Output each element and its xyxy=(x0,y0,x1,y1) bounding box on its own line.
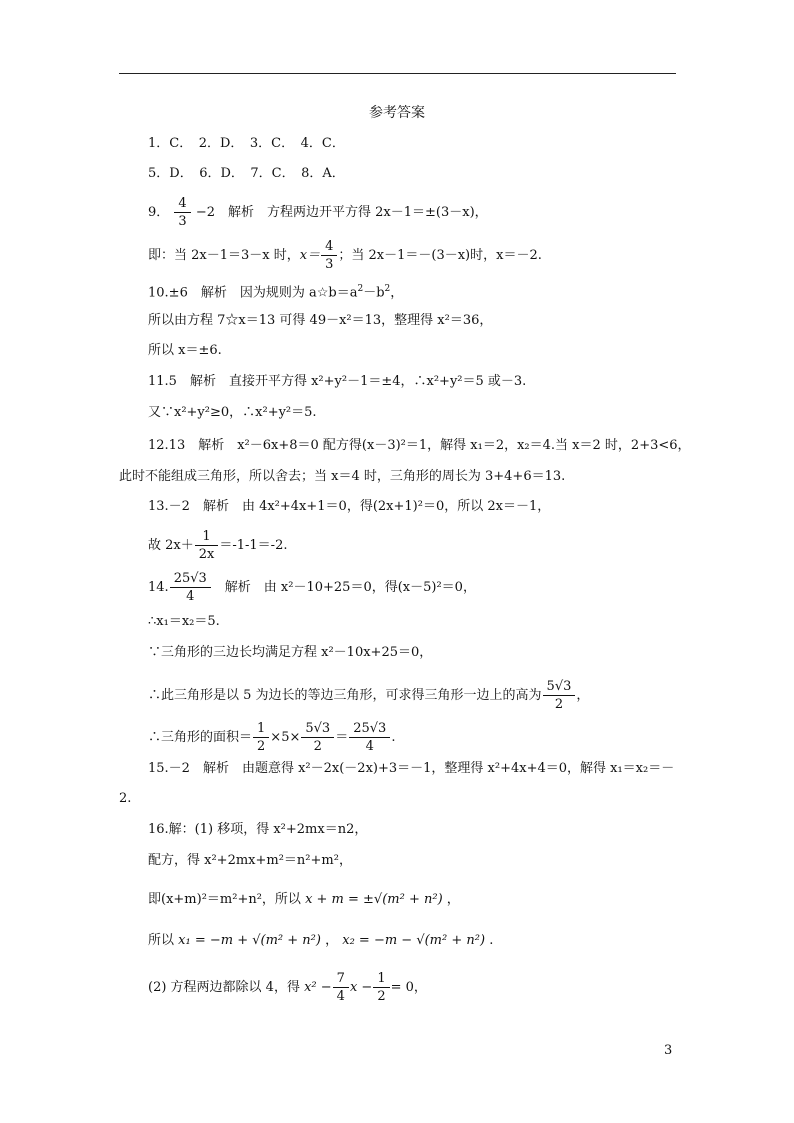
q14-line5: ∴三角形的面积＝ $\frac{1}{2}$ ×5× $\frac{5√3}{2}$ ＝ $\frac{25√3}{4}$ . xyxy=(148,721,396,754)
q16-line3: 即(x+m)²＝m²+n²，所以 x + m = ±√(m² + n²) ， xyxy=(148,892,460,907)
q16-line1: 16.解：(1) 移项，得 x²+2mx＝n2， xyxy=(148,822,368,837)
q11-line2: 又∵x²+y²≥0，∴x²+y²＝5. xyxy=(148,405,317,420)
q10-line2: 所以由方程 7☆x＝13 可得 49－x²＝13，整理得 x²＝36， xyxy=(148,313,493,328)
q9-fraction-2: $\frac{4}{3}$ xyxy=(323,240,335,271)
answers-5-8: 5．D． 6．D． 7．C． 8．A． xyxy=(148,166,345,181)
q16-line2: 配方，得 x²+2mx+m²＝n²+m²， xyxy=(148,853,352,868)
q9-fraction: $\frac{4}{3}$ xyxy=(176,197,188,228)
q12-line2: 此时不能组成三角形，所以舍去；当 x＝4 时，三角形的周长为 3+4+6＝13. xyxy=(119,469,566,484)
q14-line1: 14. $\frac{25√3}{4}$ 解析 由 x²－10+25＝0，得(x－5)²＝0， xyxy=(148,571,476,604)
q10-line3: 所以 x＝±6. xyxy=(148,343,222,358)
q14-line2: ∴x₁＝x₂＝5. xyxy=(148,614,220,629)
q16-line4: 所以 x₁ = −m + √(m² + n²) ， x₂ = −m − √(m² + n²) . xyxy=(148,933,494,948)
q11-line1: 11.5 解析 直接开平方得 x²+y²－1＝±4，∴x²+y²＝5 或－3. xyxy=(148,374,527,389)
q12-line1: 12.13 解析 x²－6x+8＝0 配方得(x－3)²＝1，解得 x₁＝2，x₂＝4.当 x＝2 时，2+3<6， xyxy=(148,438,691,453)
q13-fraction: $\frac{1}{2x}$ xyxy=(197,530,217,561)
q9-line1: 9． $\frac{4}{3}$ −2 解析 方程两边开平方得 2x－1＝±(3－x)， xyxy=(148,196,488,229)
q15-line2: 2. xyxy=(119,791,132,806)
q10-line1: 10.±6 解析 因为规则为 $a☆b=a^2-b^2$， xyxy=(148,284,404,301)
q13-line1: 13.－2 解析 由 4x²+4x+1＝0，得(2x+1)²＝0，所以 2x＝－1， xyxy=(148,499,551,514)
q16-math-x2: x₂ = −m − √(m² + n²) xyxy=(342,933,486,948)
page-number: 3 xyxy=(664,1043,673,1058)
q14-line3: ∵三角形的三边长均满足方程 x²－10x+25＝0， xyxy=(148,645,433,660)
q14-fraction: $\frac{25√3}{4}$ xyxy=(172,572,209,603)
q14-line4: ∴此三角形是以 5 为边长的等边三角形，可求得三角形一边上的高为 $\frac{5√3}{2}$ ， xyxy=(148,679,590,712)
q14-height-fraction: $\frac{5√3}{2}$ xyxy=(545,680,574,711)
page-title: 参考答案 xyxy=(369,105,425,121)
answers-1-4: 1．C． 2．D． 3．C． 4．C． xyxy=(148,136,345,151)
q16-line5: (2) 方程两边都除以 4，得 x² − $\frac{7}{4}$ x − $\frac{1}{2}$ = 0， xyxy=(148,971,427,1004)
q16-math-1: x + m = ±√(m² + n²) xyxy=(305,892,443,907)
q16-math-x1: x₁ = −m + √(m² + n²) xyxy=(178,933,321,948)
q15-line1: 15.－2 解析 由题意得 x²－2x(－2x)+3＝－1，整理得 x²+4x+4＝0，解得 x₁＝x₂＝－ xyxy=(148,761,675,776)
q9-line2: 即：当 2x－1＝3－x 时，x＝ $\frac{4}{3}$ ；当 2x－1＝－(3－x)时，x＝－2. xyxy=(148,239,542,272)
header-rule xyxy=(119,73,676,74)
q13-line2: 故 2x＋ $\frac{1}{2x}$ ＝-1-1＝-2. xyxy=(148,529,288,562)
